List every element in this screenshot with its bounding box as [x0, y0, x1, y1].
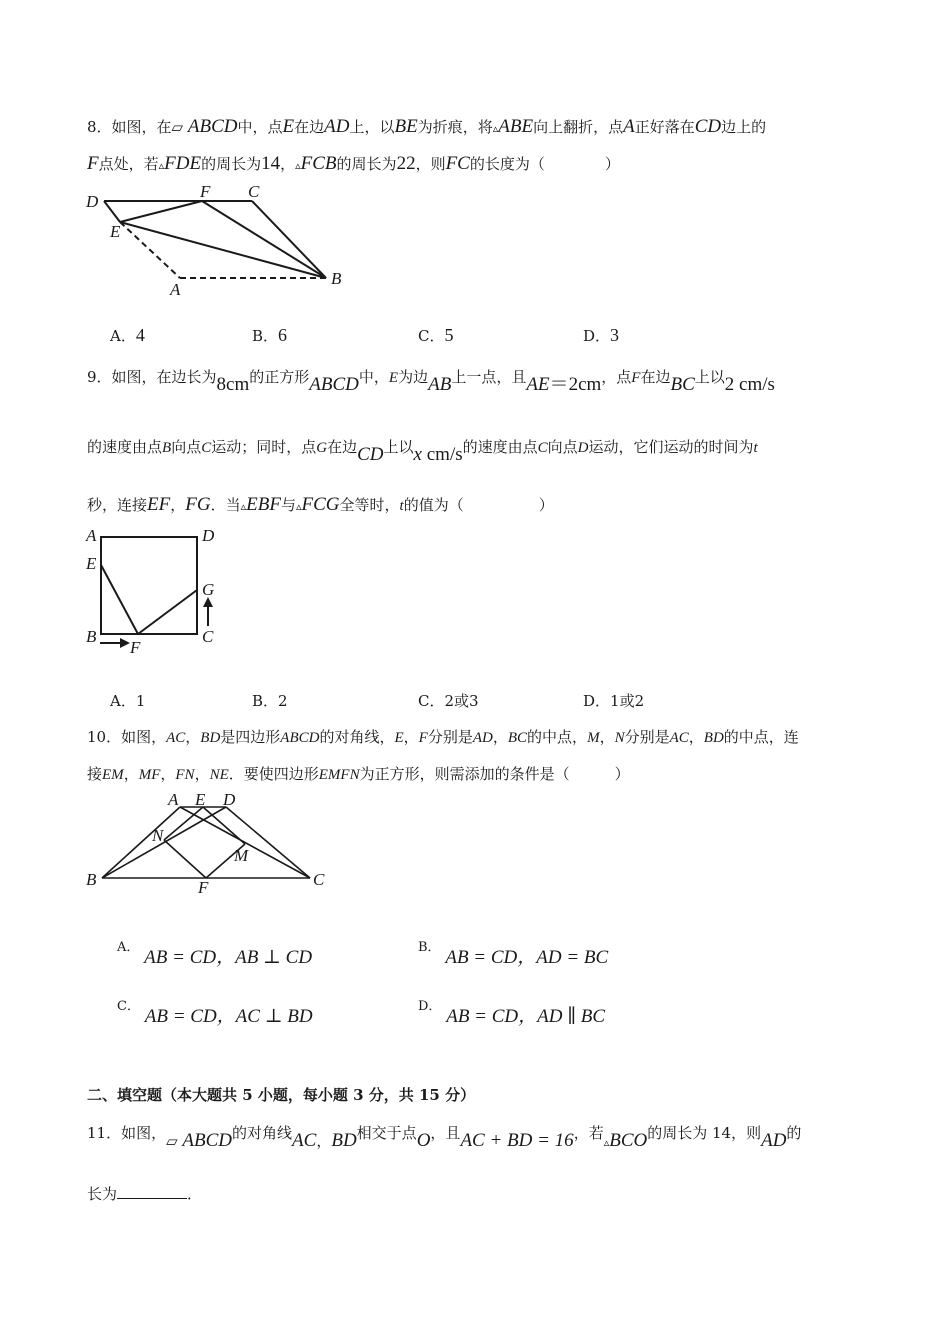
q10-label-n: N — [152, 826, 164, 845]
q9-line1: 9．如图，在边长为8cm的正方形ABCD中，E为边AB上一点，且AE＝2cm，点F在边BC上以2 cm/s — [87, 368, 775, 395]
q9-option-a[interactable]: A．1 — [110, 692, 146, 710]
q10-option-b[interactable]: B． AB = CD，AD = BC — [418, 940, 609, 968]
q10-line1: 10．如图，AC，BD是四边形ABCD的对角线，E，F分别是AD，BC的中点，M，N分别是AC，BD的中点，连 — [87, 728, 799, 746]
q9-option-d[interactable]: D．1或2 — [583, 692, 645, 710]
q10-option-a[interactable]: A． AB = CD，AB ⊥ CD — [117, 940, 313, 968]
q8-number: 8．如图，在 — [87, 118, 172, 136]
q11-line2: 长为 ． — [87, 1185, 203, 1203]
q8-label-c: C — [248, 182, 260, 201]
q10-label-m: M — [234, 846, 249, 865]
q9-label-e: E — [86, 554, 97, 573]
q10-label-f: F — [198, 878, 209, 897]
q9-label-c: C — [202, 627, 214, 646]
q9-label-f: F — [130, 638, 141, 657]
q9-label-a: A — [86, 526, 97, 545]
q8-line1: 8．如图，在▱ ABCD中，点E在边AD上，以BE为折痕，将▵ABE向上翻折，点A正好落在CD边上的 — [87, 116, 767, 137]
q9-label-g: G — [202, 580, 215, 599]
q9-line3: 秒，连接EF，FG．当▵EBF与▵FCG全等时，t的值为（ ） — [87, 494, 554, 515]
q8-option-a[interactable]: A．4 — [110, 325, 145, 345]
q8-label-a: A — [170, 280, 181, 299]
q10-option-d[interactable]: D． AB = CD，AD ∥ BC — [418, 999, 606, 1027]
q9-label-b: B — [86, 627, 97, 646]
q11-line1: 11．如图，▱ ABCD的对角线AC，BD相交于点O，且AC + BD = 16，若▵BCO的周长为 14，则AD的 — [87, 1124, 802, 1151]
q10-line2: 接EM，MF，FN，NE．要使四边形EMFN为正方形，则需添加的条件是（ ） — [87, 765, 630, 783]
q9-option-c[interactable]: C．2或3 — [418, 692, 479, 710]
q10-figure — [80, 785, 340, 900]
q9-label-d: D — [202, 526, 215, 545]
q9-figure — [80, 525, 240, 660]
q9-line2: 的速度由点B向点C运动；同时，点G在边CD上以x cm/s的速度由点C向点D运动，它们运动的时间为t — [87, 438, 758, 465]
q11-answer-blank[interactable] — [117, 1184, 187, 1199]
q8-label-b: B — [331, 269, 342, 288]
q10-label-e: E — [195, 790, 206, 809]
q8-label-f: F — [200, 182, 211, 201]
q8-label-d: D — [86, 192, 99, 211]
q10-label-a: A — [168, 790, 179, 809]
section-2-title: 二、填空题（本大题共 5 小题，每小题 3 分，共 15 分） — [87, 1086, 476, 1104]
q8-figure — [80, 180, 360, 300]
q8-line2: F点处，若▵FDE的周长为14，▵FCB的周长为22，则FC的长度为（ ） — [87, 153, 620, 174]
q10-label-d: D — [223, 790, 236, 809]
q8-option-c[interactable]: C．5 — [418, 325, 454, 345]
q10-label-c: C — [313, 870, 325, 889]
q10-label-b: B — [86, 870, 97, 889]
q8-abcd: ABCD — [187, 116, 238, 137]
q8-label-e: E — [110, 222, 121, 241]
q8-option-d[interactable]: D．3 — [583, 325, 620, 345]
q8-option-b[interactable]: B．6 — [252, 325, 288, 345]
q10-option-c[interactable]: C． AB = CD，AC ⊥ BD — [117, 999, 313, 1027]
q9-option-b[interactable]: B．2 — [252, 692, 288, 710]
